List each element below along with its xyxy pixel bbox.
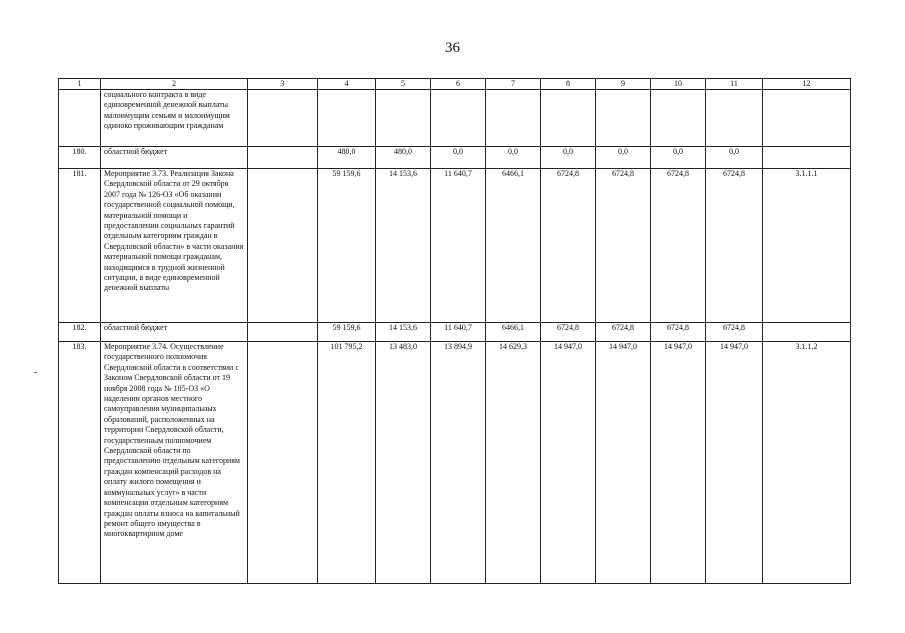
value-cell: 14 153,6 (376, 169, 431, 323)
column-header: 12 (763, 79, 851, 90)
value-cell: 11 640,7 (431, 323, 486, 342)
column-header: 2 (101, 79, 248, 90)
row-description: областной бюджет (101, 323, 248, 342)
value-cell: 13 894,9 (431, 342, 486, 584)
row-col3 (248, 90, 318, 147)
row-col3 (248, 342, 318, 584)
value-cell: 6724,8 (541, 169, 596, 323)
value-cell: 480,0 (318, 147, 376, 169)
row-reference (763, 323, 851, 342)
value-cell: 14 947,0 (541, 342, 596, 584)
value-cell (706, 90, 763, 147)
table-row (59, 147, 851, 169)
value-cell (376, 90, 431, 147)
row-col3 (248, 323, 318, 342)
value-cell: 59 159,6 (318, 323, 376, 342)
value-cell: 6724,8 (541, 323, 596, 342)
value-cell (541, 90, 596, 147)
table-row (59, 90, 851, 147)
value-cell (486, 90, 541, 147)
table-row (59, 323, 851, 342)
column-header: 7 (486, 79, 541, 90)
value-cell: 14 629,3 (486, 342, 541, 584)
value-cell: 0,0 (596, 147, 651, 169)
value-cell (596, 90, 651, 147)
column-number-row (59, 79, 851, 90)
value-cell: 0,0 (486, 147, 541, 169)
column-header: 9 (596, 79, 651, 90)
column-header: 6 (431, 79, 486, 90)
value-cell: 59 159,6 (318, 169, 376, 323)
value-cell: 6724,8 (651, 323, 706, 342)
value-cell: 6724,8 (596, 169, 651, 323)
column-header: 1 (59, 79, 101, 90)
column-header: 10 (651, 79, 706, 90)
column-header: 4 (318, 79, 376, 90)
value-cell: 6724,8 (651, 169, 706, 323)
column-header: 3 (248, 79, 318, 90)
value-cell (431, 90, 486, 147)
value-cell: 0,0 (541, 147, 596, 169)
value-cell: 6724,8 (706, 323, 763, 342)
value-cell: 6724,8 (706, 169, 763, 323)
margin-mark (34, 372, 37, 373)
value-cell: 14 153,6 (376, 323, 431, 342)
row-number: 181. (59, 169, 101, 323)
row-reference (763, 147, 851, 169)
value-cell: 6466,1 (486, 323, 541, 342)
value-cell: 0,0 (651, 147, 706, 169)
row-number: 180. (59, 147, 101, 169)
table-row (59, 169, 851, 323)
column-header: 5 (376, 79, 431, 90)
value-cell: 14 947,0 (651, 342, 706, 584)
value-cell (651, 90, 706, 147)
row-description: областной бюджет (101, 147, 248, 169)
row-reference: 3.1.1.1 (763, 169, 851, 323)
row-number: 183. (59, 342, 101, 584)
value-cell: 6724,8 (596, 323, 651, 342)
table-row (59, 342, 851, 584)
row-number (59, 90, 101, 147)
value-cell: 0,0 (431, 147, 486, 169)
value-cell: 6466,1 (486, 169, 541, 323)
value-cell: 14 947,0 (596, 342, 651, 584)
value-cell: 480,0 (376, 147, 431, 169)
row-reference: 3.1.1.2 (763, 342, 851, 584)
value-cell: 14 947,0 (706, 342, 763, 584)
row-reference (763, 90, 851, 147)
value-cell: 0,0 (706, 147, 763, 169)
column-header: 11 (706, 79, 763, 90)
row-col3 (248, 147, 318, 169)
value-cell: 11 640,7 (431, 169, 486, 323)
budget-table (58, 78, 851, 584)
row-col3 (248, 169, 318, 323)
value-cell: 101 795,2 (318, 342, 376, 584)
row-description: социального контракта в виде единовременной денежной выплаты малоимущим семьям и малоимущим одиноко проживающим гражданам (101, 90, 248, 147)
value-cell (318, 90, 376, 147)
value-cell: 13 483,0 (376, 342, 431, 584)
page-number: 36 (445, 40, 460, 56)
row-number: 182. (59, 323, 101, 342)
row-description: Мероприятие 3.73. Реализация Закона Свердловской области от 29 октября 2007 года № 126-ОЗ «Об оказании государственной социальной помощи, материальной помощи и предоставлении социальных гарантий отдельным категориям граждан в Свердловской области» в части оказания материальной помощи гражданам, находящимся в трудной жизненной ситуации, в виде единовременной денежной выплаты (101, 169, 248, 323)
row-description: Мероприятие 3.74. Осуществление государственного полномочия Свердловской области в соответствии с Законом Свердловской области от 19 ноября 2008 года № 105-ОЗ «О наделении органов местного самоуправления муниципальных образований, расположенных на территории Свердловской области, государственным полномочием Свердловской области по предоставлению отдельным категориям граждан компенсаций расходов на оплату жилого помещения и коммунальных услуг» в части компенсации отдельным категориям граждан оплаты взноса на капитальный ремонт общего имущества в многоквартирном доме (101, 342, 248, 584)
column-header: 8 (541, 79, 596, 90)
